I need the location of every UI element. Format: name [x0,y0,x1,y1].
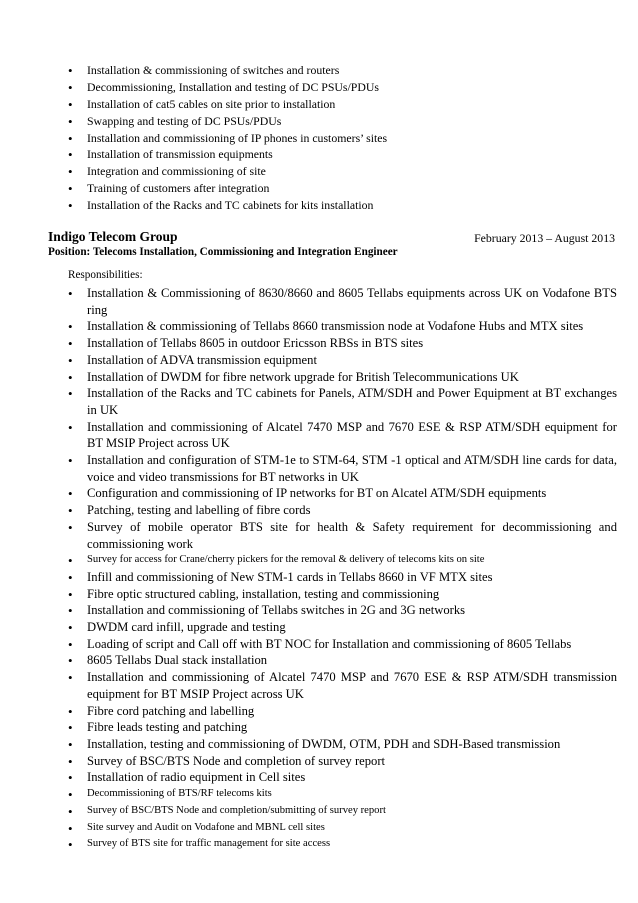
bullet-icon: • [68,787,73,803]
responsibilities-list [68,285,617,853]
list-item: • Configuration and commissioning of IP networks for BT on Alcatel ATM/SDH equipments [68,486,547,502]
list-item: • Installation & commissioning of Tellabs 8660 transmission node at Vodafone Hubs and MTX sites [68,319,584,335]
bullet-icon: • [68,336,73,352]
list-item: • Installation of Tellabs 8605 in outdoor Ericsson RBSs in BTS sites [68,336,424,352]
company-name: Indigo Telecom Group [48,229,178,244]
list-item: • Fibre leads testing and patching [68,720,248,736]
bullet-icon: • [68,419,73,435]
bullet-icon: • [68,753,73,769]
bullet-icon: • [68,670,73,686]
list-item: • Training of customers after integration [68,181,270,197]
bullet-icon: • [68,603,73,619]
list-item: • Infill and commissioning of New STM-1 cards in Tellabs 8660 in VF MTX sites [68,569,493,585]
bullet-icon: • [68,486,73,502]
bullet-icon: • [68,519,73,535]
bullet-icon: • [68,130,73,146]
bullet-icon: • [68,286,73,301]
list-item: • Patching, testing and labelling of fibre cords [68,503,311,519]
list-item: • Installation of ADVA transmission equipment [68,352,317,368]
bullet-icon: • [68,164,73,180]
list-item: • Site survey and Audit on Vodafone and MBNL cell sites [68,820,325,836]
list-item: • Fibre cord patching and labelling [68,703,255,719]
list-item: • Installation and configuration of STM-1e to STM-64, STM -1 optical and ATM/SDH line cards for data, voice and video transmissions for BT networks in UK [68,453,617,484]
bullet-icon: • [68,703,73,719]
employment-dates: February 2013 – August 2013 [474,231,615,245]
list-item: • Survey of mobile operator BTS site for health & Safety requirement for decommissioning and commissioning work [68,519,617,551]
bullet-icon: • [68,147,73,163]
bullet-icon: • [68,653,73,669]
bullet-icon: • [68,553,73,569]
list-item: • Installation of the Racks and TC cabinets for Panels, ATM/SDH and Power Equipment at BT exchanges in UK [68,386,617,417]
bullet-icon: • [68,620,73,636]
bullet-icon: • [68,837,73,853]
list-item: • DWDM card infill, upgrade and testing [68,620,286,636]
bullet-icon: • [68,770,73,786]
list-item: • Integration and commissioning of site [68,164,266,180]
bullet-icon: • [68,736,73,752]
bullet-icon: • [68,352,73,368]
list-item: • Installation & Commissioning of 8630/8660 and 8605 Tellabs equipments across UK on Vodafone BTS ring [68,286,617,317]
bullet-icon: • [68,63,73,78]
bullet-icon: • [68,720,73,736]
bullet-icon: • [68,453,73,469]
bullet-icon: • [68,820,73,836]
bullet-icon: • [68,569,73,585]
bullet-icon: • [68,319,73,335]
list-item: • Installation of cat5 cables on site prior to installation [68,96,336,112]
list-item: • Survey of BTS site for traffic management for site access [68,837,331,853]
position-title: Position: Telecoms Installation, Commissioning and Integration Engineer [48,246,398,258]
bullet-icon: • [68,198,73,214]
bullet-icon: • [68,181,73,197]
list-item: • Survey for access for Crane/cherry pickers for the removal & delivery of telecoms kits on site [68,553,485,569]
list-item: • Installation, testing and commissioning of DWDM, OTM, PDH and SDH-Based transmission [68,736,561,752]
bullet-icon: • [68,113,73,129]
list-item: • Swapping and testing of DC PSUs/PDUs [68,113,282,129]
bullet-icon: • [68,369,73,385]
list-item: • Installation and commissioning of Alcatel 7470 MSP and 7670 ESE & RSP ATM/SDH equipment for BT MSIP Project across UK [68,419,617,451]
bullet-icon: • [68,79,73,95]
list-item: • Installation of the Racks and TC cabinets for kits installation [68,198,374,214]
list-item: • Survey of BSC/BTS Node and completion/submitting of survey report [68,803,386,819]
list-item: • Fibre optic structured cabling, installation, testing and commissioning [68,586,440,602]
list-item: • Decommissioning of BTS/RF telecoms kits [68,787,272,803]
bullet-icon: • [68,96,73,112]
list-item: • Installation of transmission equipments [68,147,273,163]
list-item: • Installation and commissioning of IP phones in customers’ sites [68,130,388,146]
list-item: • Installation and commissioning of Alcatel 7470 MSP and 7670 ESE & RSP ATM/SDH transmission equipment for BT MSIP Project across UK [68,670,617,701]
list-item: • Loading of script and Call off with BT NOC for Installation and commissioning of 8605 Tellabs [68,636,572,652]
bullet-icon: • [68,386,73,402]
bullet-icon: • [68,503,73,519]
bullet-icon: • [68,586,73,602]
responsibilities-label: Responsibilities: [68,269,143,281]
list-item: • Decommissioning, Installation and testing of DC PSUs/PDUs [68,79,379,95]
list-item: • Installation of radio equipment in Cell sites [68,770,306,786]
list-item: • Installation & commissioning of switches and routers [68,63,340,78]
list-item: • Installation and commissioning of Tellabs switches in 2G and 3G networks [68,603,466,619]
bullet-icon: • [68,803,73,819]
list-item: • Survey of BSC/BTS Node and completion of survey report [68,753,386,769]
list-item: • Installation of DWDM for fibre network upgrade for British Telecommunications UK [68,369,519,385]
bullet-icon: • [68,636,73,652]
list-item: • 8605 Tellabs Dual stack installation [68,653,268,669]
duties-list [68,62,608,214]
